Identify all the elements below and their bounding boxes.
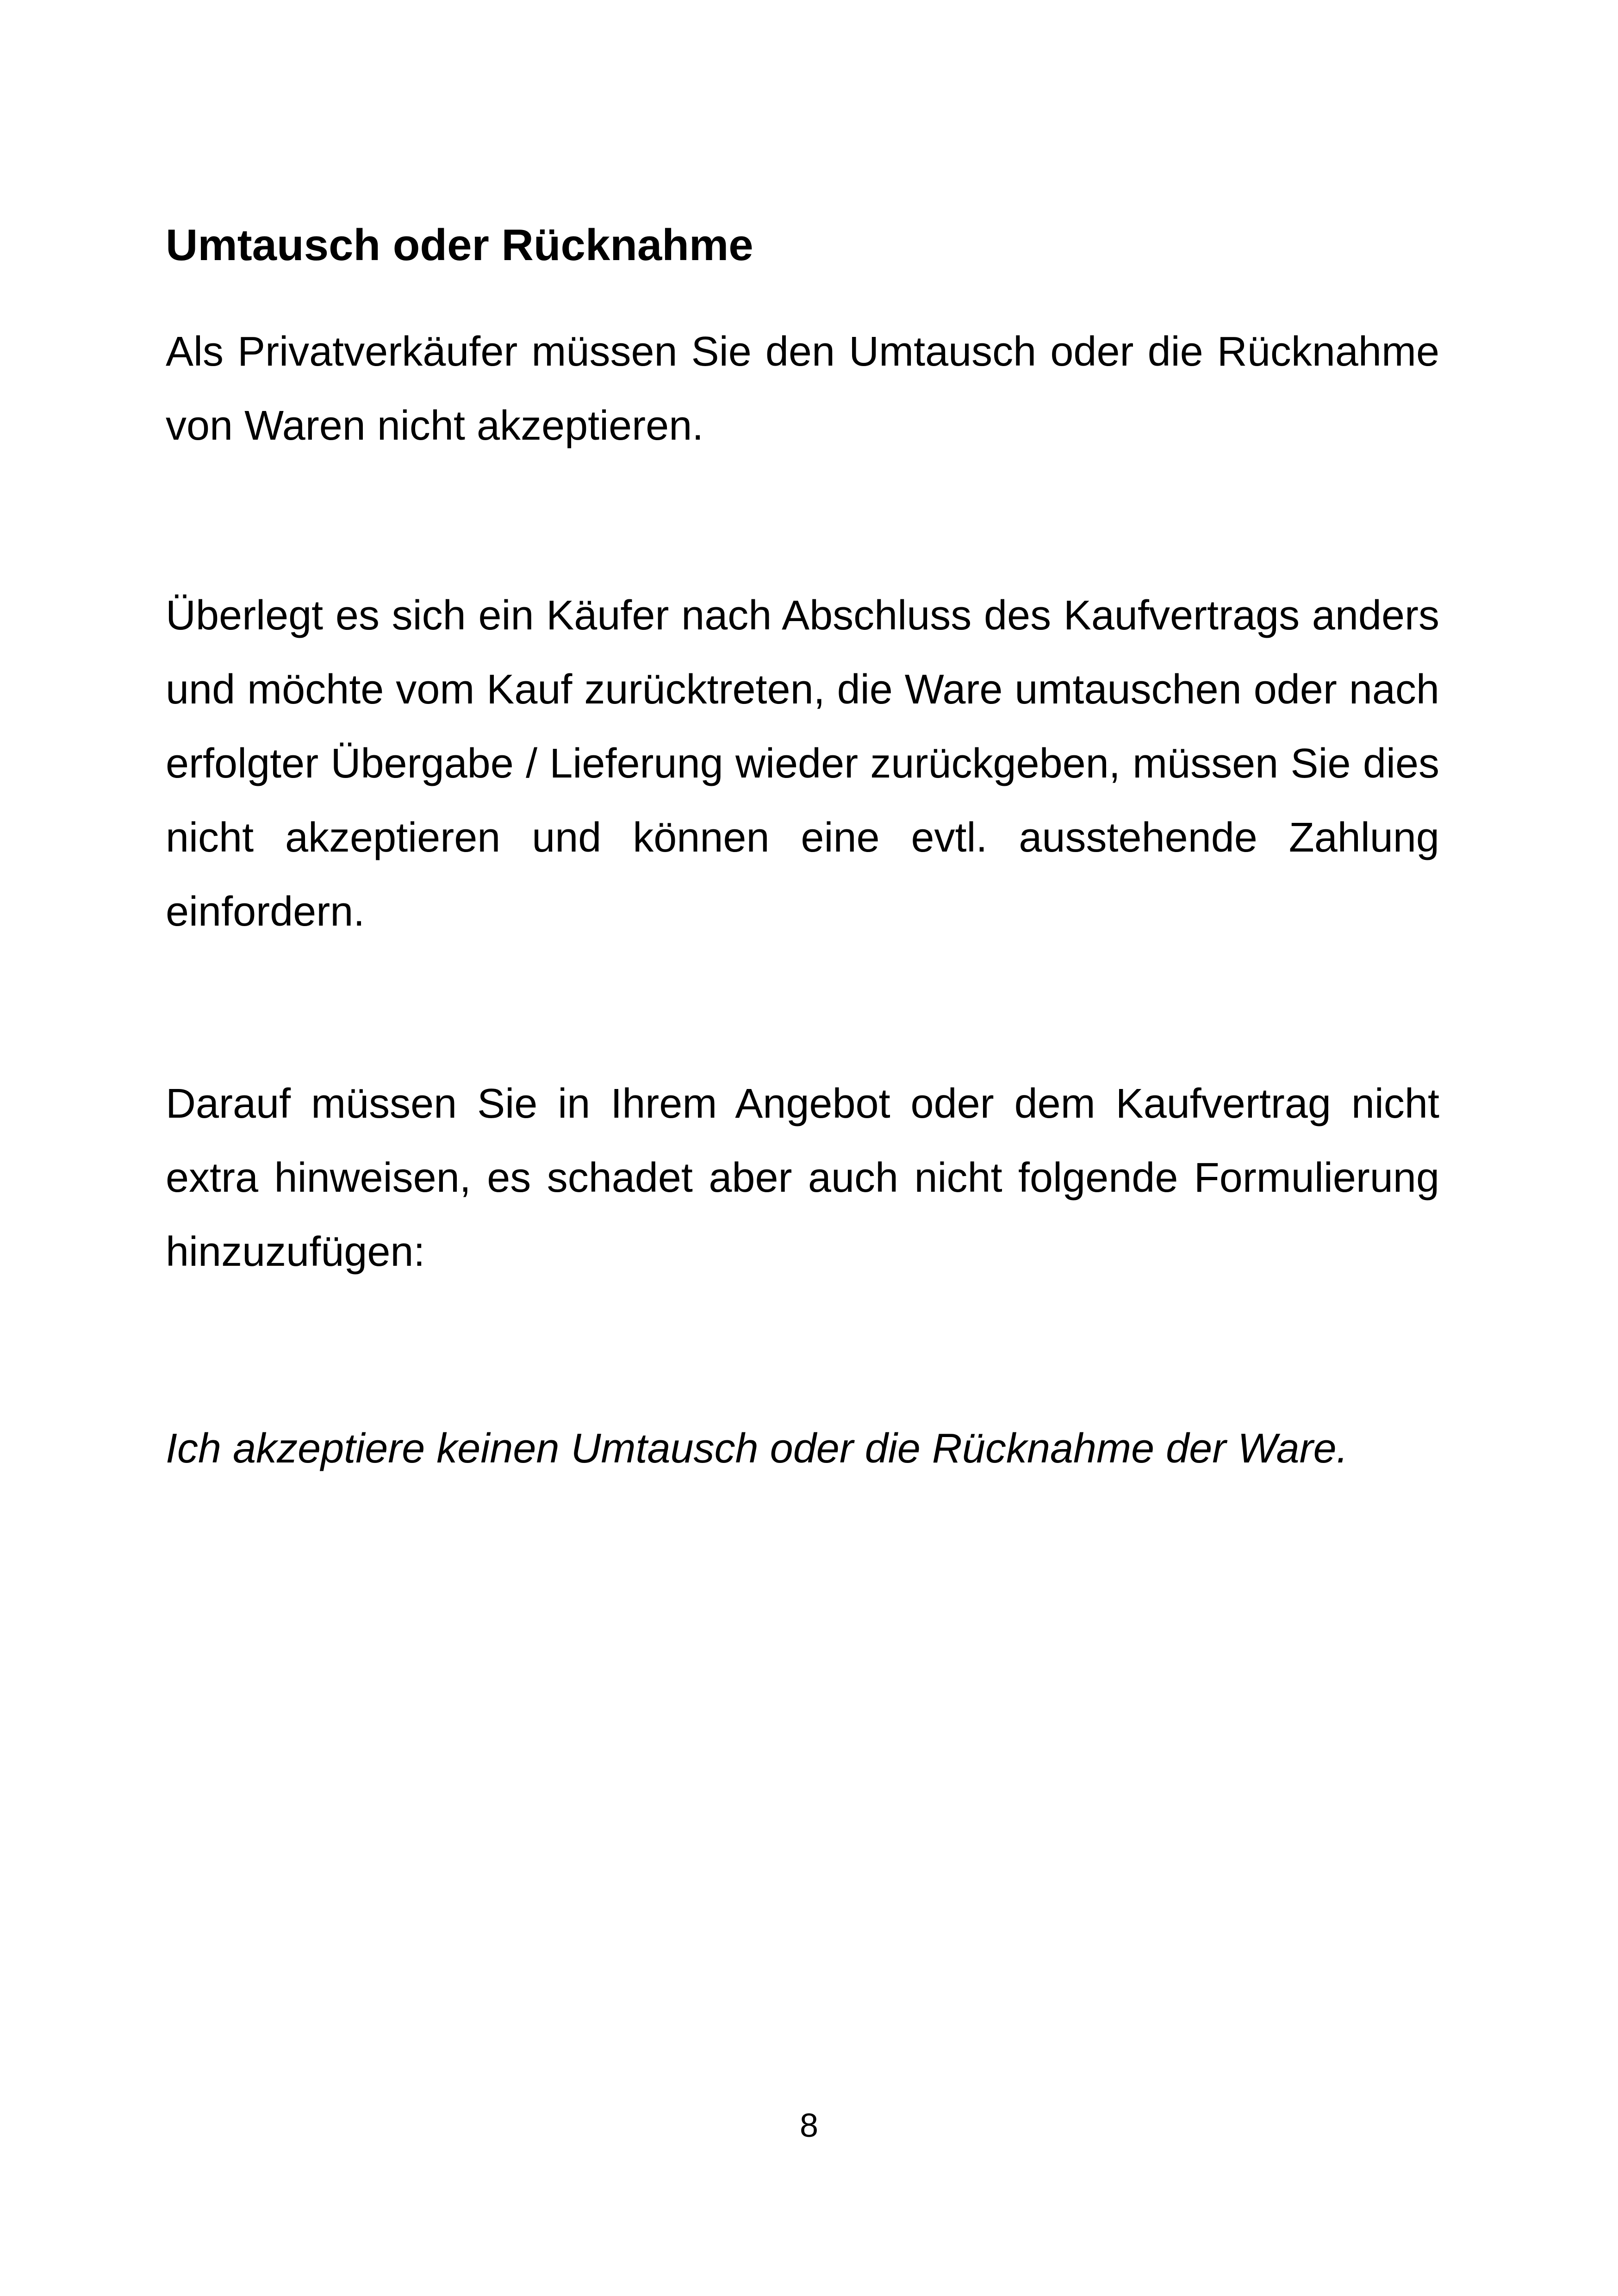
section-heading: Umtausch oder Rücknahme xyxy=(166,220,753,270)
paragraph-buyer-withdrawal: Überlegt es sich ein Käufer nach Abschluss des Kaufvertrags anders und möchte vom Kauf zurücktreten, die Ware umtauschen oder nach erfolgter Übergabe / Lieferung wieder zurückgeben, müssen Sie dies nicht akzeptieren und können eine evtl. ausstehende Zahlung einfordern. xyxy=(166,592,1439,935)
paragraph-private-seller: Als Privatverkäufer müssen Sie den Umtausch oder die Rücknahme von Waren nicht akzeptieren. xyxy=(166,329,1439,449)
example-statement: Ich akzeptiere keinen Umtausch oder die Rücknahme der Ware. xyxy=(166,1425,1348,1472)
page-number: 8 xyxy=(799,2107,819,2144)
paragraph-notice-wording: Darauf müssen Sie in Ihrem Angebot oder dem Kaufvertrag nicht extra hinweisen, es schadet aber auch nicht folgende Formulierung hinzuzufügen: xyxy=(166,1081,1439,1275)
